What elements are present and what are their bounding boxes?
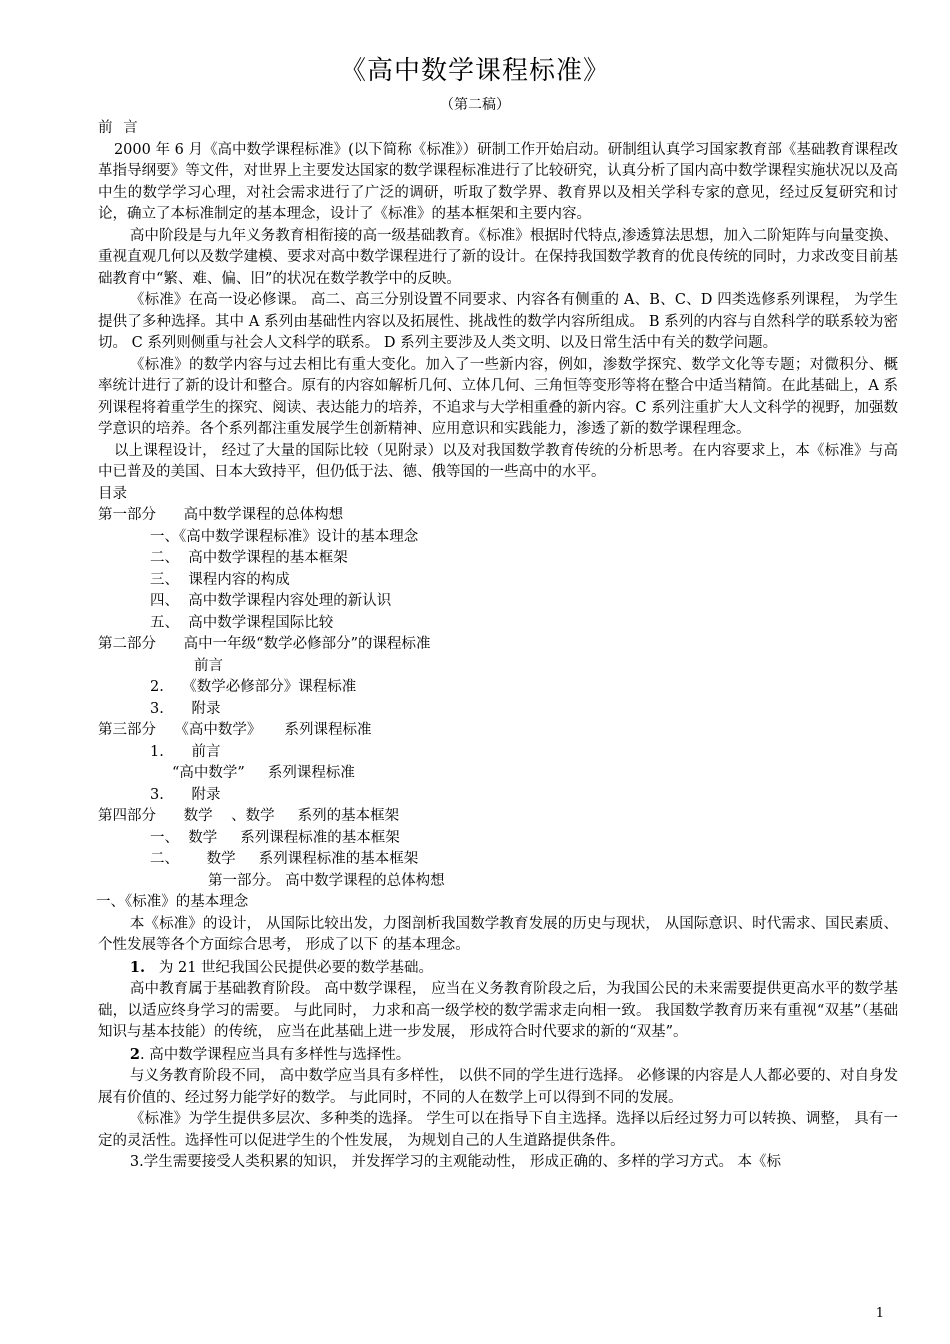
paragraph: 《标准》在高一设必修课。 高二、高三分别设置不同要求、内容各有侧重的 A、B、C、D 四类选修系列课程， 为学生提供了多种选择。其中 A 系列由基础性内容以及拓展性、挑战性的数学内容所组成。 B 系列的内容与自然科学的联系较为密切。 C 系列则侧重与社会人文科学的联系。 D 系列主要涉及人类文明、以及日常生活中有关的数学问题。	[98, 292, 898, 351]
paragraph: 以上课程设计， 经过了大量的国际比较（见附录）以及对我国数学教育传统的分析思考。在内容要求上，本《标准》与高中已普及的美国、日本大致持平，但仍低于法、德、俄等国的一些高中的水平。	[98, 442, 898, 480]
paragraph: 《标准》为学生提供多层次、多种类的选择。 学生可以在指导下自主选择。选择以后经过努力可以转换、调整， 具有一定的灵活性。选择性可以促进学生的个性发展， 为规划自己的人生道路提供条件。	[98, 1111, 898, 1149]
toc-item: 前言	[194, 657, 223, 674]
document-title: 《高中数学课程标准》	[339, 56, 610, 86]
toc-item: “高中数学” 系列课程标准	[172, 765, 355, 781]
document-subtitle: （第二稿）	[440, 97, 510, 113]
toc-item: 第四部分 数学 、数学 系列的基本框架	[98, 808, 400, 824]
part-title: 第一部分。 高中数学课程的总体构想	[208, 872, 445, 889]
point-title: . 高中数学课程应当具有多样性与选择性。	[139, 1046, 411, 1063]
point-title: 为 21 世纪我国公民提供必要的数学基础。	[158, 959, 434, 976]
toc-item: 第二部分 高中一年级“数学必修部分”的课程标准	[98, 636, 431, 652]
point-number: 2	[129, 1045, 140, 1063]
toc-item: 一、 数学 系列课程标准的基本框架	[150, 829, 400, 846]
point-number: 1.	[129, 958, 146, 976]
toc-item: 五、 高中数学课程国际比较	[150, 614, 334, 631]
toc-item: 一、《高中数学课程标准》设计的基本理念	[150, 528, 419, 545]
point-heading	[98, 957, 898, 980]
toc-heading: 目录	[98, 485, 127, 502]
toc-item: 四、 高中数学课程内容处理的新认识	[150, 593, 392, 609]
toc-item: 3. 附录	[150, 786, 221, 803]
paragraph: 高中教育属于基础教育阶段。 高中数学课程， 应当在义务教育阶段之后，为我国公民的未来需要提供更高水平的数学基础，以适应终身学习的需要。 与此同时， 力求和高一级学校的数学需求走向相一致。 我国数学教育历来有重视“双基”（基础知识与基本技能）的传统， 应当在此基础上进一步发展， 形成符合时代要求的新的“双基”。	[98, 981, 898, 1040]
toc-item: 3. 附录	[150, 700, 221, 717]
toc-item: 三、 课程内容的构成	[150, 571, 290, 588]
toc-item: 1. 前言	[150, 743, 221, 760]
toc-item: 第一部分 高中数学课程的总体构想	[98, 507, 344, 523]
point-heading	[98, 1044, 898, 1067]
toc-item: 2. 《数学必修部分》课程标准	[150, 679, 357, 695]
paragraph: 与义务教育阶段不同， 高中数学应当具有多样性， 以供不同的学生进行选择。 必修课的内容是人人都必要的、对自身发展有价值的、经过努力能学好的数学。 与此同时，不同的人在数学上可以得到不同的发展。	[98, 1068, 898, 1106]
toc-item: 二、 数学 系列课程标准的基本框架	[150, 851, 419, 867]
paragraph: 本《标准》的设计， 从国际比较出发，力图剖析我国数学教育发展的历史与现状， 从国际意识、时代需求、国民素质、个性发展等各个方面综合思考， 形成了以下 的基本理念。	[98, 915, 898, 953]
document-body	[98, 118, 898, 1174]
toc-item: 第三部分 《高中数学》 系列课程标准	[98, 722, 372, 738]
page-number: 1	[875, 1306, 884, 1321]
paragraph: 3.学生需要接受人类积累的知识， 并发挥学习的主观能动性， 形成正确的、多样的学习方式。 本《标	[129, 1154, 782, 1170]
section-heading: 一、《标准》的基本理念	[96, 894, 249, 910]
paragraph: 2000 年 6 月《高中数学课程标准》(以下简称《标准》）研制工作开始启动。研制组认真学习国家教育部《基础教育课程改革指导纲要》等文件，对世界上主要发达国家的数学课程标准进行了比较研究，认真分析了国内高中数学课程实施状况以及高中生的数学学习心理，对社会需求进行了广泛的调研，听取了数学界、教育界以及相关学科专家的意见，经过反复研究和讨论，确立了本标准制定的基本理念，设计了《标准》的基本框架和主要内容。	[98, 141, 898, 222]
paragraph: 高中阶段是与九年义务教育相衔接的高一级基础教育。《标准》根据时代特点,渗透算法思想，加入二阶矩阵与向量变换、重视直观几何以及数学建模、要求对高中数学课程进行了新的设计。在保持我国数学教育的优良传统的同时，力求改变目前基础教育中“繁、难、偏、旧”的状况在数学教学中的反映。	[98, 227, 898, 287]
paragraph: 《标准》的数学内容与过去相比有重大变化。加入了一些新内容，例如，渗数学探究、数学文化等专题；对微积分、概率统计进行了新的设计和整合。原有的内容如解析几何、立体几何、三角恒等变形等将在整合中适当精简。在此基础上，A 系列课程将着重学生的探究、阅读、表达能力的培养，不追求与大学相重叠的新内容。C 系列注重扩大人文科学的视野，加强数学意识的培养。各个系列都注重发展学生创新精神、应用意识和实践能力，渗透了新的数学课程理念。	[98, 356, 898, 437]
toc-item: 二、 高中数学课程的基本框架	[150, 550, 348, 566]
preface-heading: 前 言	[98, 120, 141, 136]
